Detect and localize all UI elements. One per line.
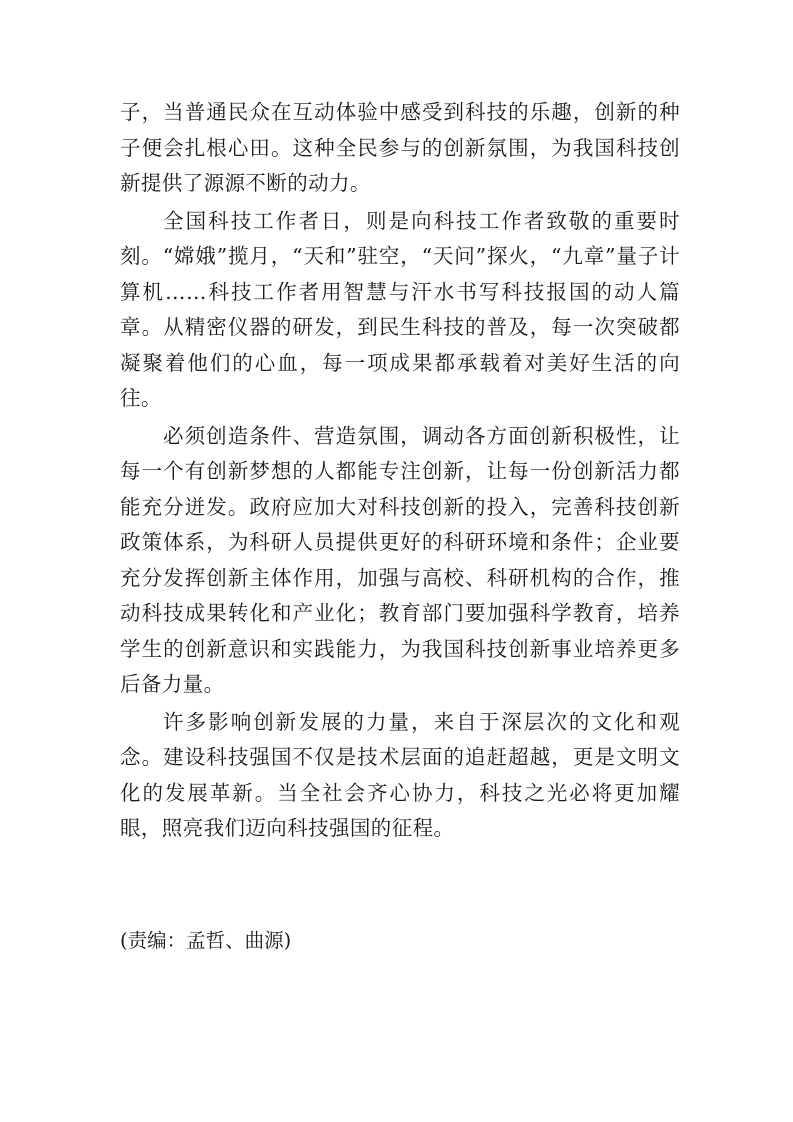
paragraph-culture: 许多影响创新发展的力量，来自于深层次的文化和观念。建设科技强国不仅是技术层面的追赶超越，更是文明文化的发展革新。当全社会齐心协力，科技之光必将更加耀眼，照亮我们迈向科技强国的征程。 (120, 709, 680, 840)
paragraph-scientists-day: 全国科技工作者日，则是向科技工作者致敬的重要时刻。“嫦娥”揽月，“天和”驻空，“天问”探火，“九章”量子计算机……科技工作者用智慧与汗水书写科技报国的动人篇章。从精密仪器的研发，到民生科技的普及，每一次突破都凝聚着他们的心血，每一项成果都承载着对美好生活的向往。 (120, 208, 680, 410)
paragraph-continuation: 子，当普通民众在互动体验中感受到科技的乐趣，创新的种子便会扎根心田。这种全民参与的创新氛围，为我国科技创新提供了源源不断的动力。 (120, 100, 680, 195)
article-body (120, 95, 680, 849)
paragraph-create-conditions: 必须创造条件、营造氛围，调动各方面创新积极性，让每一个有创新梦想的人都能专注创新，让每一份创新活力都能充分迸发。政府应加大对科技创新的投入，完善科技创新政策体系，为科研人员提供更好的科研环境和条件；企业要充分发挥创新主体作用，加强与高校、科研机构的合作，推动科技成果转化和产业化；教育部门要加强科学教育，培养学生的创新意识和实践能力，为我国科技创新事业培养更多后备力量。 (120, 423, 680, 696)
editor-note: (责编：孟哲、曲源) (120, 929, 292, 952)
